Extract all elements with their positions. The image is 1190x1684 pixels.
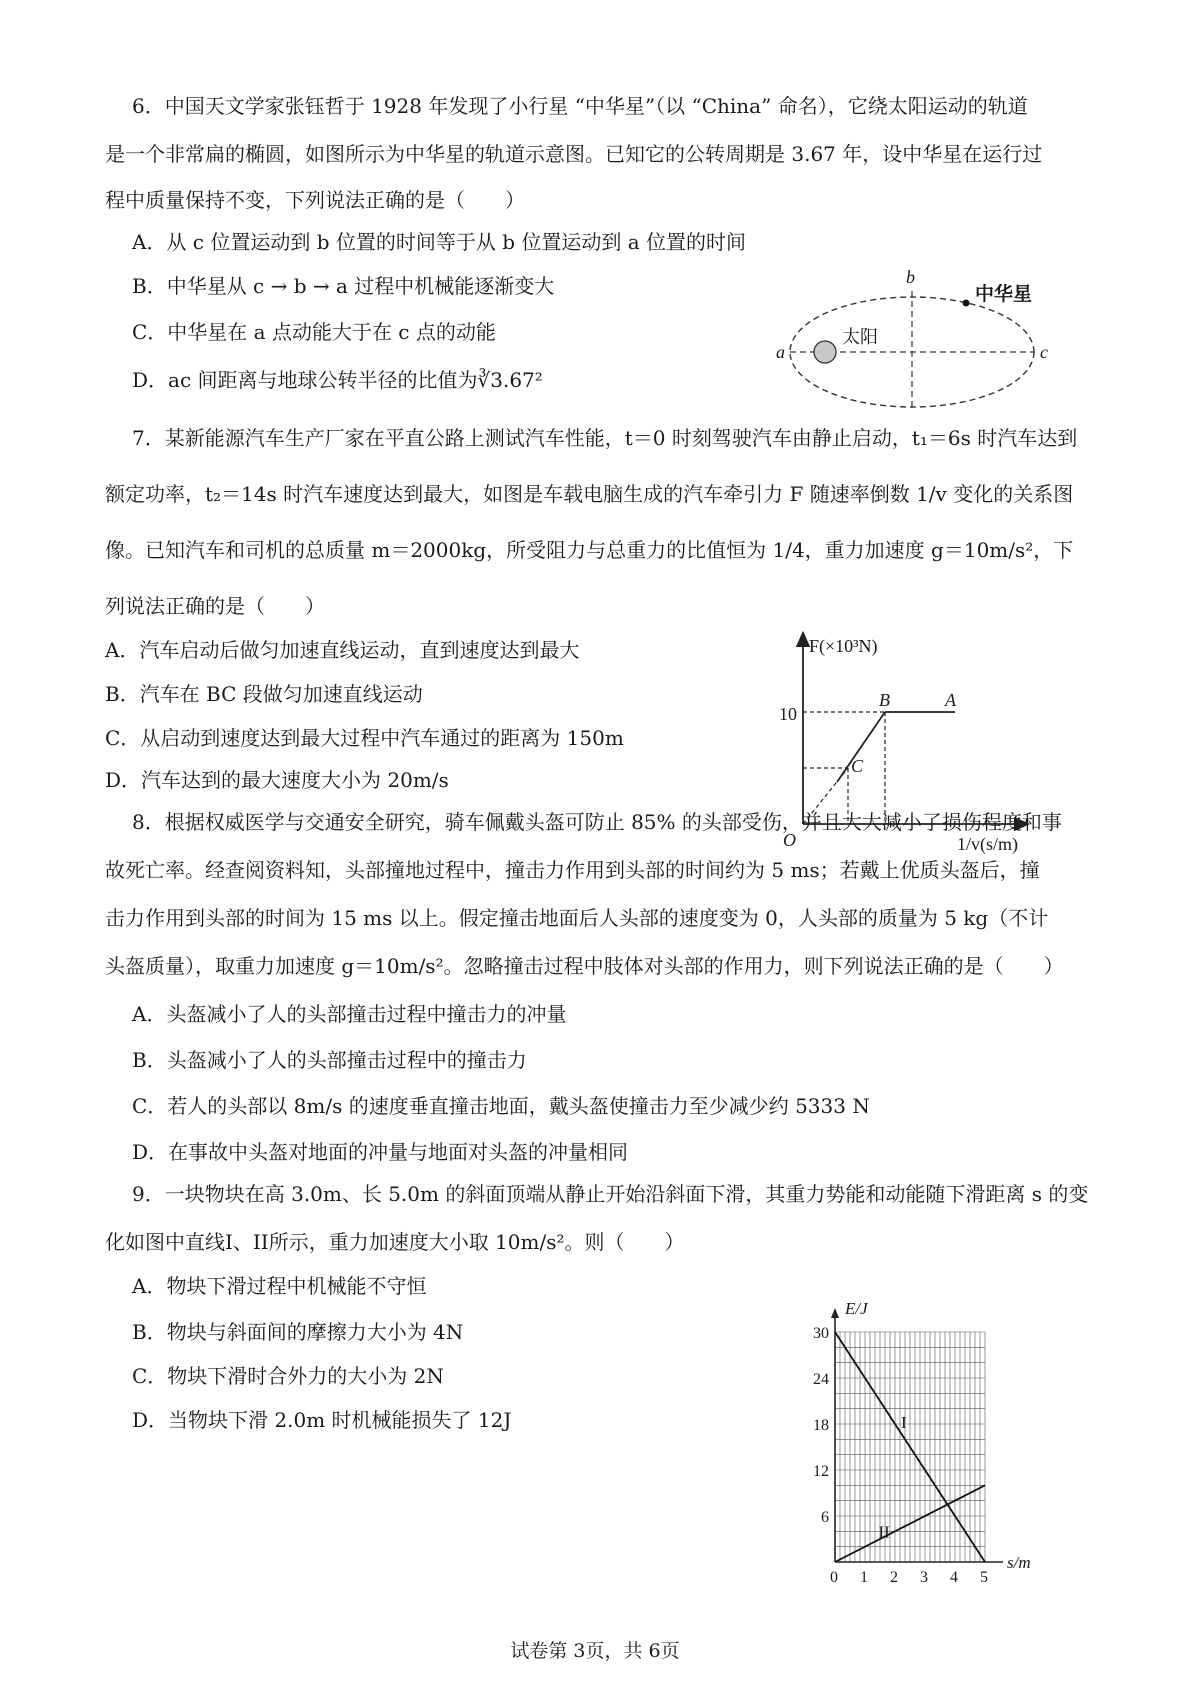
force-graph-point-b: B bbox=[879, 690, 890, 710]
series-label-I: I bbox=[901, 1412, 907, 1432]
q7-option-d: D．汽车达到的最大速度大小为 20m/s bbox=[105, 768, 449, 792]
force-graph-point-a: A bbox=[945, 690, 956, 710]
q9-option-d: D．当物块下滑 2.0m 时机械能损失了 12J bbox=[132, 1408, 512, 1432]
q7-line-3: 像。已知汽车和司机的总质量 m＝2000kg，所受阻力与总重力的比值恒为 1/4，重力加速度 g＝10m/s²，下 bbox=[105, 538, 1074, 562]
q8-line-3: 击力作用到头部的时间为 15 ms 以上。假定撞击地面后人头部的速度变为 0，人头部的质量为 5 kg（不计 bbox=[105, 906, 1049, 930]
x-tick-label: 5 bbox=[980, 1569, 988, 1586]
sun-icon bbox=[814, 341, 836, 363]
q9-line-2: 化如图中直线I、II所示，重力加速度大小取 10m/s²。则（ ） bbox=[105, 1230, 685, 1254]
q7-line-1: 7．某新能源汽车生产厂家在平直公路上测试汽车性能，t＝0 时刻驾驶汽车由静止启动，t₁＝6s 时汽车达到 bbox=[132, 426, 1078, 450]
x-tick-label: 4 bbox=[950, 1569, 958, 1586]
q7-line-2: 额定功率，t₂＝14s 时汽车速度达到最大，如图是车载电脑生成的汽车牵引力 F 随速率倒数 1/v 变化的关系图 bbox=[105, 482, 1074, 506]
q8-line-2: 故死亡率。经查阅资料知，头部撞地过程中，撞击力作用到头部的时间约为 5 ms；若戴上优质头盔后，撞 bbox=[105, 858, 1040, 882]
y-axis-arrow-icon bbox=[831, 1308, 839, 1318]
q7-line-4: 列说法正确的是（ ） bbox=[105, 594, 325, 618]
q8-option-d: D．在事故中头盔对地面的冲量与地面对头盔的冲量相同 bbox=[132, 1140, 629, 1164]
x-tick-label: 2 bbox=[890, 1569, 898, 1586]
q7-option-a: A．汽车启动后做匀加速直线运动，直到速度达到最大 bbox=[105, 638, 580, 662]
q9-line-1: 9．一块物块在高 3.0m、长 5.0m 的斜面顶端从静止开始沿斜面下滑，其重力势能和动能随下滑距离 s 的变 bbox=[132, 1182, 1089, 1206]
q6-option-d: D．ac 间距离与地球公转半径的比值为∛3.67² bbox=[132, 368, 543, 392]
x-tick-label: 3 bbox=[920, 1569, 928, 1586]
y-tick-label: 18 bbox=[813, 1417, 829, 1434]
point-c-label: c bbox=[1040, 342, 1048, 362]
q8-option-b: B．头盔减小了人的头部撞击过程中的撞击力 bbox=[132, 1048, 527, 1072]
q6-option-b: B．中华星从 c → b → a 过程中机械能逐渐变大 bbox=[132, 274, 555, 298]
y-tick-label: 30 bbox=[813, 1325, 829, 1342]
energy-chart-axes bbox=[831, 1308, 1003, 1562]
q7-option-c: C．从启动到速度达到最大过程中汽车通过的距离为 150m bbox=[105, 726, 624, 750]
sun-label: 太阳 bbox=[842, 327, 878, 347]
star-label: 中华星 bbox=[975, 284, 1033, 305]
q9-option-a: A．物块下滑过程中机械能不守恒 bbox=[132, 1274, 427, 1298]
y-tick-label: 12 bbox=[813, 1463, 829, 1480]
energy-chart-x-label: s/m bbox=[1007, 1553, 1031, 1572]
point-b-label: b bbox=[906, 267, 915, 287]
force-graph-point-c: C bbox=[851, 756, 864, 776]
point-a-label: a bbox=[776, 342, 785, 362]
energy-chart-y-label: E/J bbox=[845, 1299, 868, 1318]
star-dot-icon bbox=[963, 300, 970, 307]
q6-line-2: 是一个非常扁的椭圆，如图所示为中华星的轨道示意图。已知它的公转周期是 3.67 年，设中华星在运行过 bbox=[105, 142, 1043, 166]
energy-chart bbox=[805, 1296, 1035, 1596]
y-tick-label: 6 bbox=[821, 1509, 829, 1526]
q9-option-b: B．物块与斜面间的摩擦力大小为 4N bbox=[132, 1320, 464, 1344]
q6-option-c: C．中华星在 a 点动能大于在 c 点的动能 bbox=[132, 320, 496, 344]
q8-line-1: 8．根据权威医学与交通安全研究，骑车佩戴头盔可防止 85% 的头部受伤，并且大大减小了损伤程度和事 bbox=[132, 810, 1062, 834]
force-graph-y-tick: 10 bbox=[779, 704, 797, 724]
x-tick-label: 0 bbox=[830, 1569, 838, 1586]
orbit-diagram bbox=[770, 255, 1070, 410]
q7-option-b: B．汽车在 BC 段做匀加速直线运动 bbox=[105, 682, 423, 706]
force-graph-y-label: F(×10³N) bbox=[809, 636, 878, 656]
q8-option-a: A．头盔减小了人的头部撞击过程中撞击力的冲量 bbox=[132, 1002, 567, 1026]
series-label-II: II bbox=[878, 1522, 890, 1542]
force-graph-origin: O bbox=[783, 830, 796, 850]
x-tick-label: 1 bbox=[860, 1569, 868, 1586]
q6-option-a: A．从 c 位置运动到 b 位置的时间等于从 b 位置运动到 a 位置的时间 bbox=[132, 230, 747, 254]
q8-line-4: 头盔质量），取重力加速度 g＝10m/s²。忽略撞击过程中肢体对头部的作用力，则下列说法正确的是（ ） bbox=[105, 954, 1064, 978]
page-footer: 试卷第 3页，共 6页 bbox=[510, 1640, 680, 1662]
q8-option-c: C．若人的头部以 8m/s 的速度垂直撞击地面，戴头盔使撞击力至少减少约 5333 N bbox=[132, 1094, 870, 1118]
q6-line-1: 6．中国天文学家张钰哲于 1928 年发现了小行星 “中华星”（以 “China” 命名），它绕太阳运动的轨道 bbox=[132, 94, 1028, 118]
force-graph-x-label: 1/v(s/m) bbox=[957, 834, 1018, 854]
y-tick-label: 24 bbox=[813, 1371, 829, 1388]
q6-line-3: 程中质量保持不变，下列说法正确的是（ ） bbox=[105, 188, 525, 212]
q9-option-c: C．物块下滑时合外力的大小为 2N bbox=[132, 1364, 444, 1388]
